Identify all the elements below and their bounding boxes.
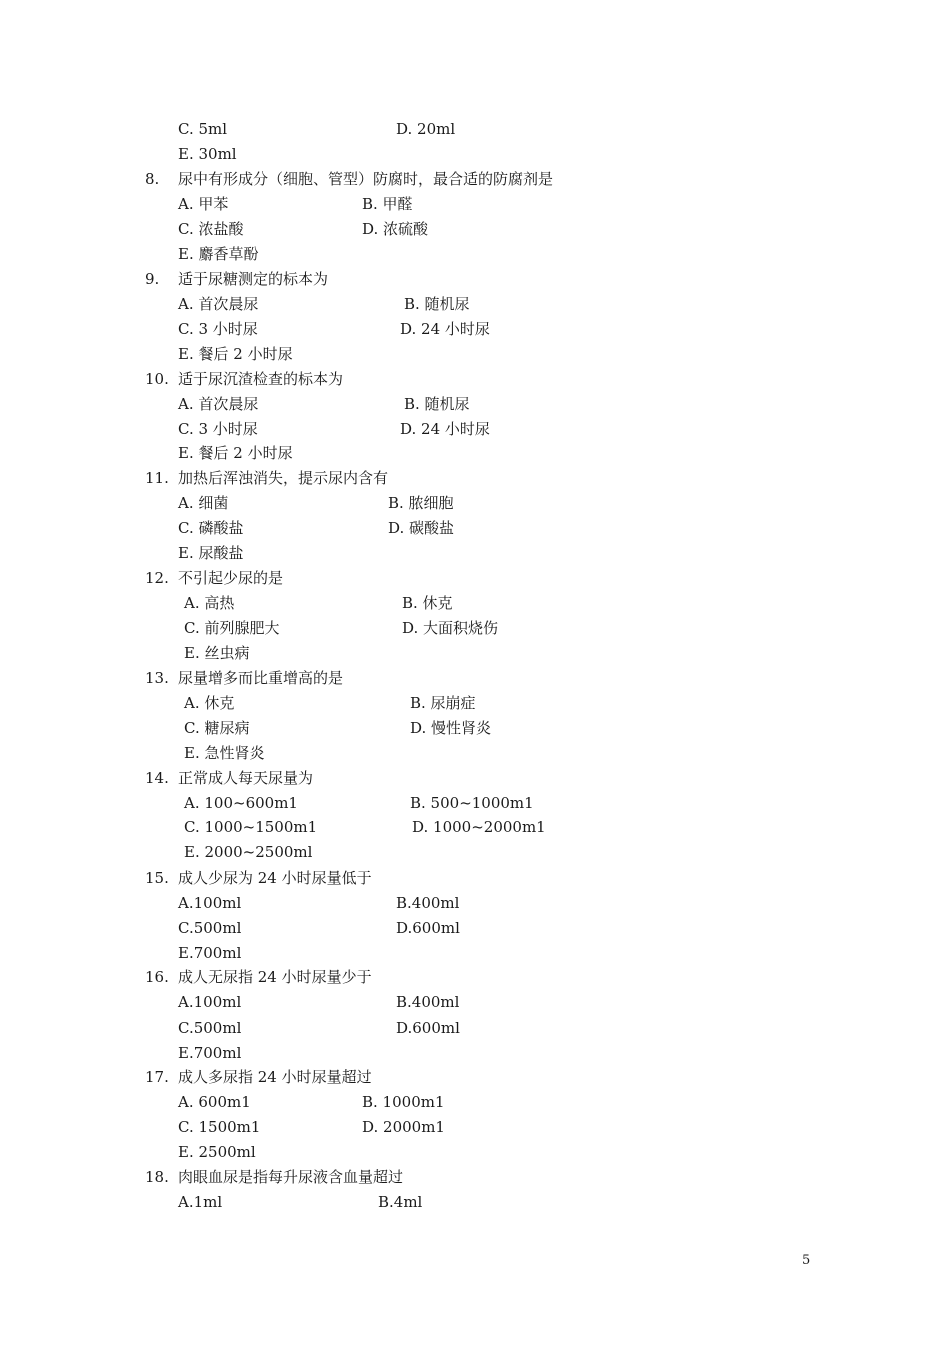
option-a: A.100ml: [178, 894, 242, 912]
option-d: D. 1000~2000m1: [412, 818, 546, 836]
option-c: C. 1500m1: [178, 1118, 261, 1136]
option-c: C. 浓盐酸: [178, 220, 244, 238]
option-d: D.600ml: [396, 919, 460, 937]
option-c: C.500ml: [178, 919, 242, 937]
option-e: E. 麝香草酚: [178, 245, 259, 263]
option-a: A. 细菌: [178, 494, 229, 512]
question-text: 成人多尿指 24 小时尿量超过: [178, 1068, 372, 1086]
option-b: B. 甲醛: [362, 195, 413, 213]
option-d: D. 碳酸盐: [388, 519, 455, 537]
option-b: B.4ml: [378, 1193, 423, 1211]
option-d: D. 浓硫酸: [362, 220, 429, 238]
question-text: 适于尿糖测定的标本为: [178, 270, 329, 288]
page-number: 5: [802, 1253, 811, 1268]
option-d: D. 24 小时尿: [400, 320, 490, 338]
question-number: 13.: [145, 669, 169, 687]
question-number: 8.: [145, 170, 160, 188]
option-d: D. 24 小时尿: [400, 420, 490, 438]
option-c: C. 前列腺肥大: [184, 619, 280, 637]
option-c: C.500ml: [178, 1019, 242, 1037]
option-e: E.700ml: [178, 1044, 242, 1062]
option-a: A. 首次晨尿: [178, 295, 259, 313]
option-a: A.100ml: [178, 993, 242, 1011]
question-number: 18.: [145, 1168, 169, 1186]
question-text: 成人少尿为 24 小时尿量低于: [178, 869, 372, 887]
question-number: 17.: [145, 1068, 169, 1086]
question-text: 尿量增多而比重增高的是: [178, 669, 344, 687]
option-e: E.700ml: [178, 944, 242, 962]
option-a: A. 首次晨尿: [178, 395, 259, 413]
question-number: 14.: [145, 769, 169, 787]
option-d: D. 2000m1: [362, 1118, 445, 1136]
option-a: A. 高热: [184, 594, 235, 612]
question-text: 不引起少尿的是: [178, 569, 284, 587]
option-e: E. 餐后 2 小时尿: [178, 345, 293, 363]
option-e: E. 丝虫病: [184, 644, 250, 662]
option-c: C. 3 小时尿: [178, 420, 258, 438]
question-text: 尿中有形成分（细胞、管型）防腐时，最合适的防腐剂是: [178, 170, 554, 188]
option-c: C. 5ml: [178, 120, 228, 138]
question-text: 肉眼血尿是指每升尿液含血量超过: [178, 1168, 404, 1186]
option-e: E. 急性肾炎: [184, 744, 265, 762]
option-a: A. 休克: [184, 694, 235, 712]
option-b: B. 休克: [402, 594, 453, 612]
option-b: B.400ml: [396, 894, 460, 912]
option-d: D. 大面积烧伤: [402, 619, 499, 637]
option-b: B. 500~1000m1: [410, 794, 534, 812]
option-a: A.1ml: [178, 1193, 223, 1211]
option-a: A. 100~600m1: [184, 794, 298, 812]
option-e: E. 餐后 2 小时尿: [178, 444, 293, 462]
option-c: C. 1000~1500m1: [184, 818, 318, 836]
option-b: B.400ml: [396, 993, 460, 1011]
option-b: B. 随机尿: [404, 295, 470, 313]
option-a: A. 甲苯: [178, 195, 229, 213]
option-c: C. 磷酸盐: [178, 519, 244, 537]
question-number: 11.: [145, 469, 169, 487]
question-text: 成人无尿指 24 小时尿量少于: [178, 968, 372, 986]
option-d: D.600ml: [396, 1019, 460, 1037]
option-c: C. 3 小时尿: [178, 320, 258, 338]
question-number: 9.: [145, 270, 160, 288]
question-text: 正常成人每天尿量为: [178, 769, 314, 787]
question-number: 12.: [145, 569, 169, 587]
option-e: E. 2000~2500ml: [184, 843, 313, 861]
option-c: C. 糖尿病: [184, 719, 250, 737]
option-e: E. 尿酸盐: [178, 544, 244, 562]
option-b: B. 1000m1: [362, 1093, 445, 1111]
question-number: 16.: [145, 968, 169, 986]
option-b: B. 脓细胞: [388, 494, 454, 512]
option-d: D. 20ml: [396, 120, 456, 138]
question-text: 适于尿沉渣检查的标本为: [178, 370, 344, 388]
question-text: 加热后浑浊消失，提示尿内含有: [178, 469, 389, 487]
option-b: B. 尿崩症: [410, 694, 476, 712]
option-e: E. 2500ml: [178, 1143, 256, 1161]
option-d: D. 慢性肾炎: [410, 719, 492, 737]
question-number: 15.: [145, 869, 169, 887]
option-a: A. 600m1: [178, 1093, 251, 1111]
option-e: E. 30ml: [178, 145, 237, 163]
option-b: B. 随机尿: [404, 395, 470, 413]
question-number: 10.: [145, 370, 169, 388]
